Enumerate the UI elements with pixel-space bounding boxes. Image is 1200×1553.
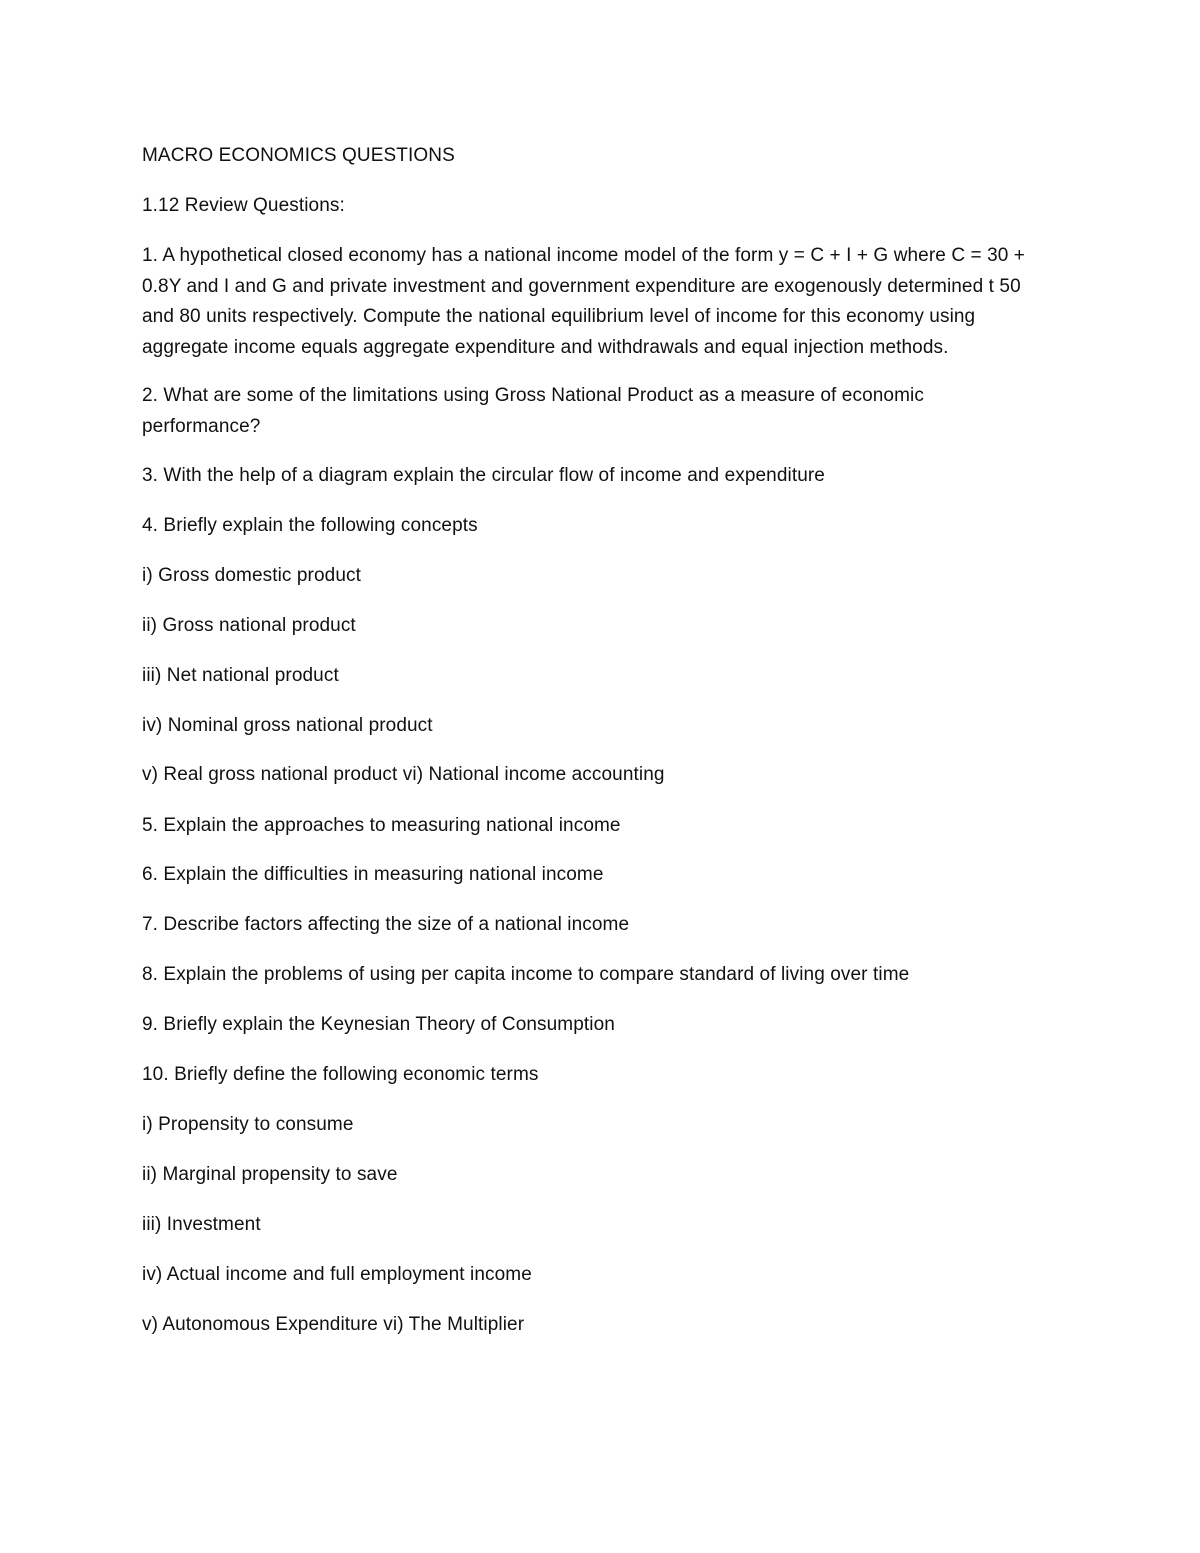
question-10-item: iv) Actual income and full employment income — [142, 1264, 532, 1285]
question-1-line: and 80 units respectively. Compute the national equilibrium level of income for this economy using — [142, 306, 976, 327]
question-10-item: v) Autonomous Expenditure vi) The Multiplier — [142, 1314, 525, 1335]
question-9: 9. Briefly explain the Keynesian Theory of Consumption — [142, 1014, 615, 1035]
question-4-item: iii) Net national product — [142, 665, 339, 686]
question-3: 3. With the help of a diagram explain the circular flow of income and expenditure — [142, 465, 825, 486]
question-4: 4. Briefly explain the following concepts — [142, 515, 478, 536]
question-2-line: performance? — [142, 415, 261, 437]
question-10-item: ii) Marginal propensity to save — [142, 1164, 398, 1185]
question-6: 6. Explain the difficulties in measuring national income — [142, 864, 604, 885]
question-10-item: i) Propensity to consume — [142, 1114, 354, 1135]
question-1 — [142, 241, 1062, 363]
question-4-item: v) Real gross national product vi) National income accounting — [142, 764, 665, 785]
question-5: 5. Explain the approaches to measuring national income — [142, 815, 621, 836]
question-1-line: 1. A hypothetical closed economy has a national income model of the form y = C + I + G where C = 30 + — [142, 245, 1026, 266]
question-2 — [142, 381, 1062, 442]
question-7: 7. Describe factors affecting the size of a national income — [142, 914, 630, 935]
question-2-line: 2. What are some of the limitations using Gross National Product as a measure of economic — [142, 385, 924, 406]
question-1-line: aggregate income equals aggregate expenditure and withdrawals and equal injection methods. — [142, 336, 949, 358]
question-4-item: ii) Gross national product — [142, 615, 356, 636]
question-10: 10. Briefly define the following economic terms — [142, 1064, 539, 1085]
section-heading: 1.12 Review Questions: — [142, 195, 345, 216]
document-title: MACRO ECONOMICS QUESTIONS — [142, 145, 455, 166]
question-8: 8. Explain the problems of using per capita income to compare standard of living over time — [142, 964, 910, 985]
question-1-line: 0.8Y and I and G and private investment and government expenditure are exogenously determined t 50 — [142, 275, 1021, 297]
question-10-item: iii) Investment — [142, 1214, 261, 1235]
question-4-item: i) Gross domestic product — [142, 565, 361, 586]
question-4-item: iv) Nominal gross national product — [142, 715, 433, 736]
